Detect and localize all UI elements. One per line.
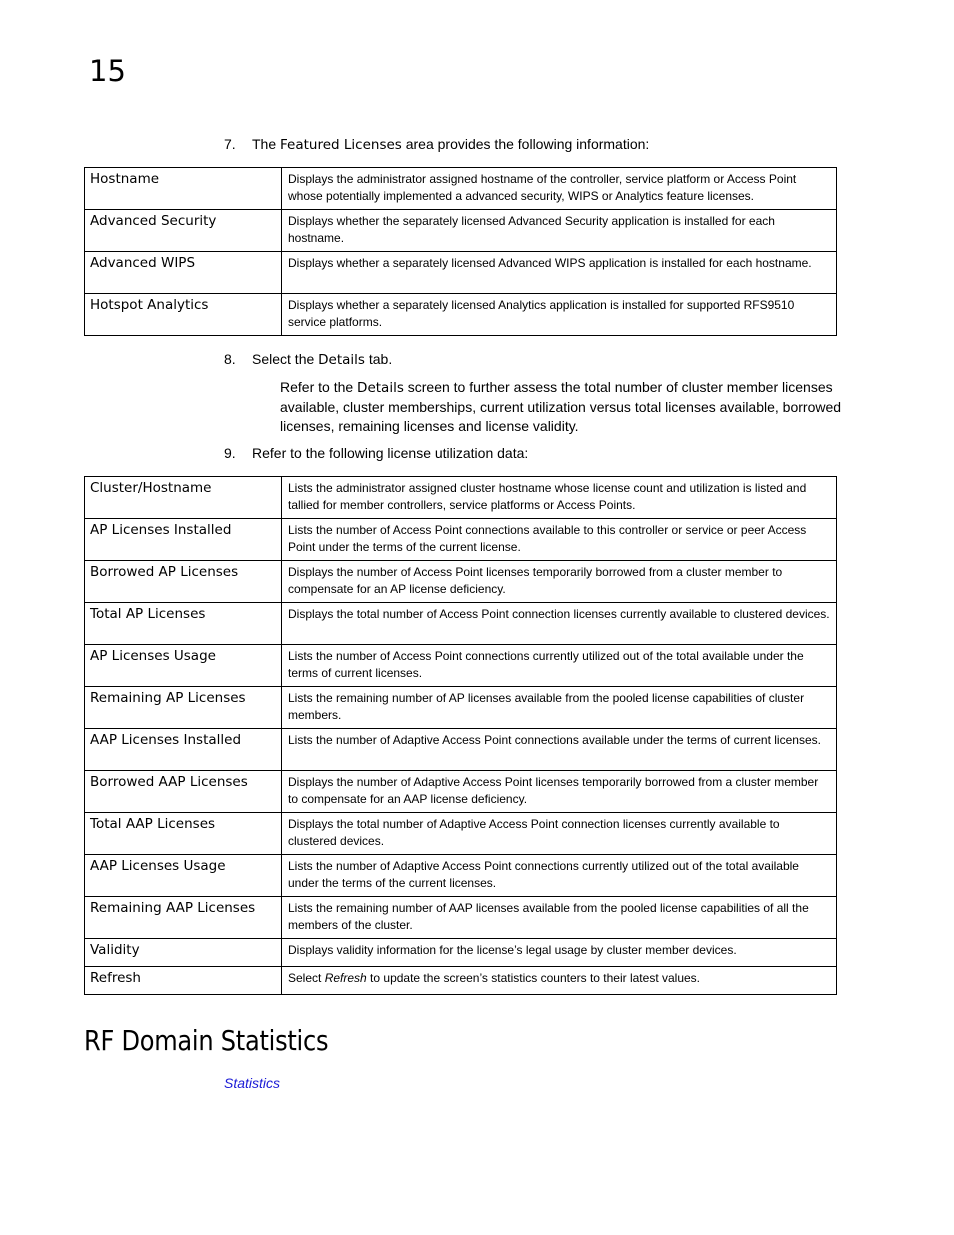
table-row — [85, 477, 837, 519]
description-cell: Lists the number of Access Point connections currently utilized out of the total available under the terms of current licenses. — [282, 645, 837, 687]
desc-emphasis: Refresh — [324, 971, 367, 985]
term-cell: Borrowed AP Licenses — [85, 561, 282, 603]
table-row — [85, 855, 837, 897]
table-row — [85, 168, 837, 210]
license-utilization-table — [84, 476, 837, 995]
term-cell: AAP Licenses Installed — [85, 729, 282, 771]
step-number: 9. — [224, 445, 236, 461]
term-cell: AP Licenses Installed — [85, 519, 282, 561]
description-cell: Lists the remaining number of AAP licenses available from the pooled license capabilities of all the members of the cluster. — [282, 897, 837, 939]
description-cell: Displays the administrator assigned hostname of the controller, service platform or Access Point whose potentially implemented a advanced security, WIPS or Analytics feature licenses. — [282, 168, 837, 210]
section-heading: RF Domain Statistics — [84, 1024, 329, 1057]
description-cell: Displays the number of Adaptive Access Point licenses temporarily borrowed from a cluster member to compensate for an AAP license deficiency. — [282, 771, 837, 813]
term-cell: Total AAP Licenses — [85, 813, 282, 855]
description-cell: Displays whether the separately licensed Advanced Security application is installed for each hostname. — [282, 210, 837, 252]
chapter-number: 15 — [89, 54, 126, 88]
term-cell: Refresh — [85, 967, 282, 995]
step-8 — [224, 350, 392, 370]
step-9 — [224, 444, 528, 463]
table-row — [85, 687, 837, 729]
description-cell: Lists the number of Access Point connections available to this controller or service or peer Access Point under the terms of the current license. — [282, 519, 837, 561]
table-row — [85, 210, 837, 252]
step-number: 7. — [224, 136, 236, 152]
featured-licenses-table — [84, 167, 837, 336]
term-cell: Validity — [85, 939, 282, 967]
table-row — [85, 561, 837, 603]
description-cell: Displays the number of Access Point licenses temporarily borrowed from a cluster member to compensate for an AP license deficiency. — [282, 561, 837, 603]
description-cell: Displays the total number of Adaptive Access Point connection licenses currently available to clustered devices. — [282, 813, 837, 855]
description-cell — [282, 967, 837, 995]
table-row — [85, 771, 837, 813]
desc-text-pre: Select — [288, 971, 325, 985]
term-cell: Remaining AP Licenses — [85, 687, 282, 729]
desc-text-post: to update the screen’s statistics counters to their latest values. — [366, 971, 701, 985]
description-cell: Lists the remaining number of AP licenses available from the pooled license capabilities of cluster members. — [282, 687, 837, 729]
description-cell: Displays whether a separately licensed Advanced WIPS application is installed for each hostname. — [282, 252, 837, 294]
term-cell: Hotspot Analytics — [85, 294, 282, 336]
para-text-pre: Refer to the — [280, 379, 358, 395]
description-cell: Displays whether a separately licensed Analytics application is installed for supported RFS9510 service platforms. — [282, 294, 837, 336]
step-text-post: area provides the following information: — [401, 136, 650, 152]
table-row — [85, 645, 837, 687]
table-row — [85, 294, 837, 336]
step-text-post: tab. — [364, 351, 393, 367]
para-text-post: screen to further assess the total number of cluster member licenses available, cluster memberships, current utilization versus total licenses available, borrowed licenses, remaining licenses and license validity. — [280, 379, 842, 434]
description-cell: Lists the number of Adaptive Access Point connections currently utilized out of the total available under the terms of the current licenses. — [282, 855, 837, 897]
term-cell: Cluster/Hostname — [85, 477, 282, 519]
step-7 — [224, 135, 649, 155]
table-row — [85, 519, 837, 561]
description-cell: Lists the number of Adaptive Access Point connections available under the terms of current licenses. — [282, 729, 837, 771]
step-text-pre: The — [252, 136, 281, 152]
table-row — [85, 897, 837, 939]
step-term: Details — [318, 352, 365, 368]
step-text: Refer to the following license utilization data: — [252, 445, 529, 461]
step-term: Featured Licenses — [280, 137, 402, 153]
term-cell: AAP Licenses Usage — [85, 855, 282, 897]
table-row — [85, 939, 837, 967]
term-cell: AP Licenses Usage — [85, 645, 282, 687]
details-paragraph — [280, 378, 880, 436]
table-row — [85, 252, 837, 294]
table-row — [85, 813, 837, 855]
step-number: 8. — [224, 351, 236, 367]
term-cell: Remaining AAP Licenses — [85, 897, 282, 939]
description-cell: Lists the administrator assigned cluster hostname whose license count and utilization is listed and tallied for member controllers, service platforms or Access Points. — [282, 477, 837, 519]
table-row — [85, 603, 837, 645]
table-row — [85, 729, 837, 771]
step-text-pre: Select the — [252, 351, 319, 367]
para-term: Details — [357, 380, 404, 396]
description-cell: Displays the total number of Access Point connection licenses currently available to clustered devices. — [282, 603, 837, 645]
term-cell: Advanced WIPS — [85, 252, 282, 294]
term-cell: Advanced Security — [85, 210, 282, 252]
description-cell: Displays validity information for the license’s legal usage by cluster member devices. — [282, 939, 837, 967]
term-cell: Borrowed AAP Licenses — [85, 771, 282, 813]
term-cell: Total AP Licenses — [85, 603, 282, 645]
table-row — [85, 967, 837, 995]
statistics-link[interactable]: Statistics — [224, 1075, 281, 1091]
term-cell: Hostname — [85, 168, 282, 210]
